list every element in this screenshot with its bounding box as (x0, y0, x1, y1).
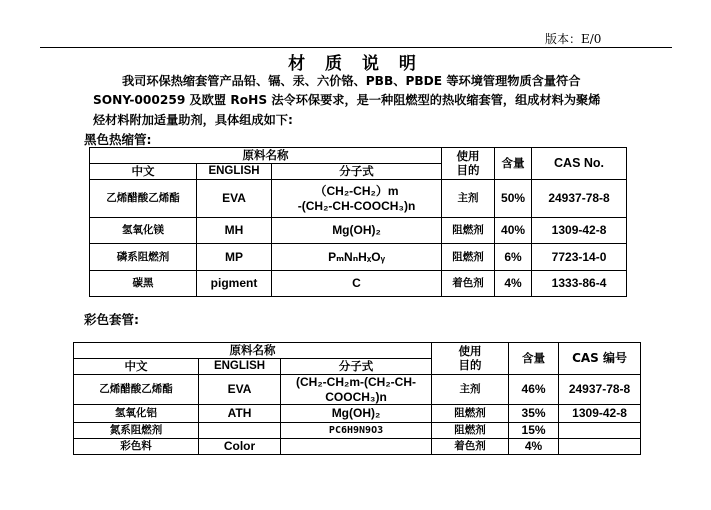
cell-english: MP (197, 244, 272, 271)
cell-content: 4% (495, 271, 532, 297)
page-title: 材 质 说 明 (288, 54, 423, 74)
header-material-name: 原料名称 (74, 343, 432, 359)
cell-content: 50% (495, 180, 532, 218)
cell-formula: PₘNₙHₓOᵧ (272, 244, 442, 271)
color-section-title: 彩色套管: (84, 312, 139, 327)
version-label: 版本：E/0 (545, 32, 602, 46)
header-purpose: 使用 目的 (442, 148, 495, 180)
cell-formula: PC6H9N9O3 (281, 423, 432, 439)
cell-purpose: 阻燃剂 (432, 423, 509, 439)
cell-cas (559, 423, 641, 439)
cell-chinese: 乙烯醋酸乙烯酯 (90, 180, 197, 218)
cell-cas: 1309-42-8 (559, 405, 641, 423)
cell-purpose: 着色剂 (432, 439, 509, 455)
cell-english: Color (199, 439, 281, 455)
cell-formula: （CH₂-CH₂）m -(CH₂-CH-COOCH₃)n (272, 180, 442, 218)
header-material-name: 原料名称 (90, 148, 442, 164)
cell-english: MH (197, 218, 272, 244)
cell-purpose: 着色剂 (442, 271, 495, 297)
color-material-table (73, 342, 641, 455)
cell-content: 4% (509, 439, 559, 455)
header-formula: 分子式 (272, 164, 442, 180)
table-row (74, 439, 641, 455)
cell-english: pigment (197, 271, 272, 297)
cell-english (199, 423, 281, 439)
table-row (90, 271, 627, 297)
header-divider (40, 47, 672, 48)
black-section-title: 黑色热缩管: (84, 132, 152, 147)
header-content: 含量 (495, 148, 532, 180)
cell-english: ATH (199, 405, 281, 423)
cell-purpose: 阻燃剂 (442, 244, 495, 271)
intro-line-3: 烃材料附加适量助剂，具体组成如下: (93, 113, 293, 127)
cell-chinese: 彩色料 (74, 439, 199, 455)
cell-content: 35% (509, 405, 559, 423)
header-english: ENGLISH (197, 164, 272, 180)
table-row (90, 244, 627, 271)
cell-purpose: 阻燃剂 (432, 405, 509, 423)
header-content: 含量 (509, 343, 559, 375)
intro-line-2: SONY-000259 及欧盟 RoHS 法令环保要求，是一种阻燃型的热收缩套管，组成材料为聚烯 (93, 93, 601, 107)
header-english: ENGLISH (199, 359, 281, 375)
table-row (90, 218, 627, 244)
table-row (74, 423, 641, 439)
cell-formula: Mg(OH)₂ (281, 405, 432, 423)
cell-content: 40% (495, 218, 532, 244)
cell-content: 6% (495, 244, 532, 271)
cell-cas: 1333-86-4 (532, 271, 627, 297)
cell-content: 46% (509, 375, 559, 405)
black-material-table (89, 147, 627, 297)
cell-chinese: 碳黑 (90, 271, 197, 297)
cell-chinese: 氢氧化镁 (90, 218, 197, 244)
header-chinese: 中文 (90, 164, 197, 180)
header-formula: 分子式 (281, 359, 432, 375)
table-row (74, 405, 641, 423)
table-row (74, 375, 641, 405)
cell-english: EVA (199, 375, 281, 405)
header-purpose: 使用 目的 (432, 343, 509, 375)
cell-purpose: 主剂 (442, 180, 495, 218)
header-chinese: 中文 (74, 359, 199, 375)
cell-formula: Mg(OH)₂ (272, 218, 442, 244)
cell-purpose: 主剂 (432, 375, 509, 405)
cell-english: EVA (197, 180, 272, 218)
intro-line-1: 我司环保热缩套管产品铅、镉、汞、六价铬、PBB、PBDE 等环境管理物质含量符合 (122, 74, 581, 88)
cell-chinese: 乙烯醋酸乙烯酯 (74, 375, 199, 405)
cell-formula (281, 439, 432, 455)
cell-formula: C (272, 271, 442, 297)
cell-chinese: 氢氧化铝 (74, 405, 199, 423)
cell-cas: 24937-78-8 (559, 375, 641, 405)
cell-cas: 1309-42-8 (532, 218, 627, 244)
header-cas: CAS 编号 (559, 343, 641, 375)
cell-cas: 24937-78-8 (532, 180, 627, 218)
table-row (90, 180, 627, 218)
cell-cas: 7723-14-0 (532, 244, 627, 271)
cell-formula: (CH₂-CH₂m-(CH₂-CH- COOCH₃)n (281, 375, 432, 405)
cell-cas (559, 439, 641, 455)
header-cas: CAS No. (532, 148, 627, 180)
cell-content: 15% (509, 423, 559, 439)
cell-purpose: 阻燃剂 (442, 218, 495, 244)
cell-chinese: 氮系阻燃剂 (74, 423, 199, 439)
cell-chinese: 磷系阻燃剂 (90, 244, 197, 271)
